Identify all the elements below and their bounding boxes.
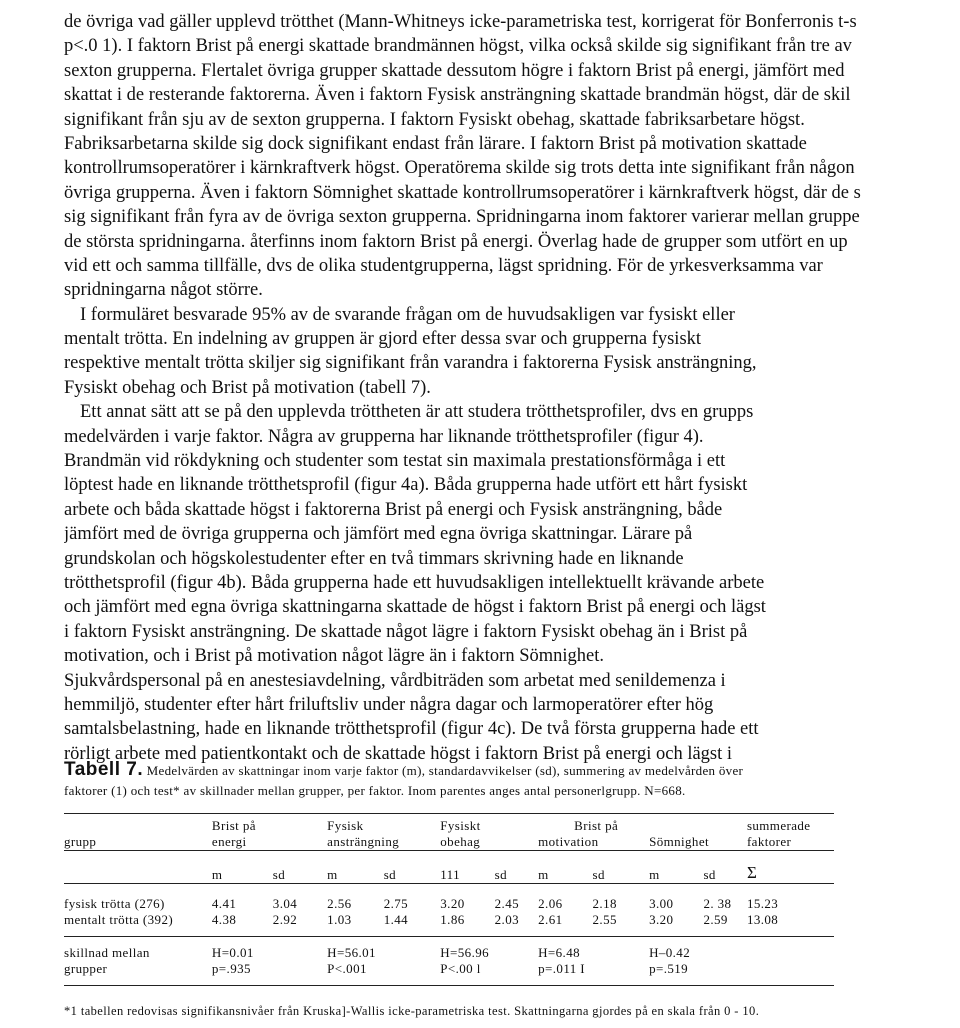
text-line: Brandmän vid rökdykning och studenter som testat sin maximala prestationsförmåga i ett — [64, 451, 726, 472]
text-line: de övriga vad gäller upplevd trötthet (Mann-Whitneys icke-parametriska test, korrigerat för Bonferronis t-s — [64, 12, 857, 32]
test-stat: H=6.48 — [538, 944, 581, 960]
subheader-cell: sd — [592, 866, 605, 882]
header-row-1 — [64, 818, 834, 834]
text-line: Fysiskt obehag och Brist på motivation (tabell 7). — [64, 377, 431, 398]
col-header: summerade — [746, 818, 811, 833]
text-line: de största spridningarna. återfinns inom faktorn Brist på energi. Överlag hade de grupper som utfört en up — [64, 231, 848, 252]
subheader-row — [64, 861, 834, 883]
col-header: Fysisk — [327, 818, 364, 833]
caption-line — [64, 760, 834, 781]
table-cell: 2.61 — [538, 911, 563, 927]
text-line: grundskolan och högskolestudenter efter en två timmars skrivning hade en liknande — [64, 548, 684, 569]
paragraph-2 — [64, 303, 960, 401]
subheader-cell: m — [538, 866, 549, 882]
table-cell: 2.75 — [383, 895, 409, 911]
caption-label: Tabell 7. — [64, 759, 144, 780]
col-header: energi — [211, 834, 247, 849]
table-cell: 3.04 — [272, 895, 298, 911]
text-line: hemmiljö, studenter efter hårt friluftsliv under några dagar och larmoperatörer efter hög — [64, 694, 714, 715]
text-line: sig signifikant från fyra av de övriga sexton grupperna. Spridningarna inom faktorer varierar mellan gruppe — [64, 207, 860, 228]
table-cell: 3.20 — [649, 911, 674, 927]
table-cell: 1.86 — [440, 911, 465, 927]
row-label: mentalt trötta (392) — [64, 911, 174, 927]
table-cell: 4.41 — [211, 895, 237, 911]
row-label: skillnad mellan — [64, 944, 150, 960]
subheader-cell: sd — [272, 866, 286, 882]
table-cell: 2.06 — [538, 895, 563, 911]
table-row — [64, 912, 834, 928]
text-line: sexton grupperna. Flertalet övriga grupper skattade dessutom högre i faktorn Brist på energi, jämfört med — [64, 60, 845, 81]
text-line: vid ett och samma tillfälle, dvs de olika studentgrupperna, lägst spridning. För de yrkesverksamma var — [64, 255, 823, 276]
table-row — [64, 896, 834, 912]
text-line: medelvärden i varje faktor. Några av grupperna har liknande trötthetsprofiler (figur 4). — [64, 426, 704, 447]
row-label: grupper — [64, 960, 108, 976]
test-stat: H=0.01 — [211, 944, 254, 960]
table-cell: 15.23 — [746, 895, 779, 911]
table-cell: 2.18 — [592, 895, 617, 911]
text-line: kontrollrumsoperatörer i kärnkraftverk högst. Operatörema skilde sig trots detta inte signifikant från någon — [64, 158, 855, 179]
subheader-cell: sd — [494, 866, 507, 882]
text-line: arbete och båda skattade högst i faktorerna Brist på energi och Fysisk ansträngning, både — [64, 499, 723, 520]
table-cell: 2.55 — [592, 911, 617, 927]
text-line: p<.0 1). I faktorn Brist på energi skattade brandmännen högst, vilka också skilde sig signifikant från tre av — [64, 36, 852, 57]
text-line: motivation, och i Brist på motivation något lägre än i faktorn Sömnighet. — [64, 646, 605, 667]
p-value: P<.001 — [327, 960, 367, 976]
text-line: skattat i de resterande faktorerna. Även i faktorn Fysisk ansträngning skattade brandmän högst, där de skil — [64, 85, 851, 106]
test-stat: H=56.01 — [327, 944, 376, 960]
table-cell: 4.38 — [211, 911, 237, 927]
test-row-h — [64, 945, 834, 961]
p-value: p=.935 — [211, 960, 251, 976]
text-line: signifikant från sju av de sexton grupperna. I faktorn Fysiskt obehag, skattade fabriksarbetare högst. — [64, 109, 805, 130]
table-cell: 3.20 — [440, 895, 465, 911]
col-header: motivation — [538, 834, 599, 849]
text-line: Ett annat sätt att se på den upplevda tröttheten är att studera trötthetsprofiler, dvs en grupps — [80, 402, 754, 423]
text-line: Fabriksarbetarna skilde sig dock signifikant endast från lärare. I faktorn Brist på motivation skattade — [64, 133, 807, 154]
caption-text: Medelvärden av skattningar inom varje faktor (m), standardavvikelser (sd), summering av medelvården över — [143, 763, 744, 778]
table-cell: 2.45 — [494, 895, 519, 911]
table-footnote: *1 tabellen redovisas signifikansnivåer från Kruska]-Wallis icke-parametriska test. Skattningarna gjordes på en skala från 0 - 10. — [64, 1004, 760, 1018]
subheader-cell: m — [327, 866, 338, 882]
text-line: jämfört med de övriga grupperna och jämfört med egna övriga skattningar. Lärare på — [64, 524, 693, 545]
p-value: p=.519 — [649, 960, 689, 976]
p-value: P<.00 l — [440, 960, 481, 976]
text-line: övriga grupperna. Även i faktorn Sömnighet skattade kontrollrumsoperatörer i kärnkraftverk högst, där de s — [64, 182, 861, 203]
table-cell: 13.08 — [746, 911, 779, 927]
text-line: mentalt trötta. En indelning av gruppen är gjord efter dessa svar och grupperna fysiskt — [64, 329, 702, 350]
subheader-cell: sd — [703, 866, 716, 882]
table-cell: 2.56 — [327, 895, 352, 911]
sigma-symbol: Σ — [746, 862, 758, 882]
header-row-2 — [64, 834, 834, 851]
table-caption — [64, 760, 834, 801]
table-cell: 2.59 — [703, 911, 728, 927]
table-cell: 1.44 — [383, 911, 409, 927]
text-line: löptest hade en liknande trötthetsprofil (figur 4a). Båda grupperna hade utfört ett hårt fysiskt — [64, 475, 748, 496]
col-header: grupp — [64, 834, 97, 849]
subheader-cell: m — [649, 866, 660, 882]
text-line: Sjukvårdspersonal på en anestesiavdelning, vårdbiträden som arbetat med senildemenza i — [64, 670, 726, 691]
data-table — [64, 813, 834, 988]
text-line: och jämfört med egna övriga skattningarna skattade de högst i faktorn Brist på energi och lägst — [64, 597, 766, 618]
caption-line: faktorer (1) och test* av skillnader mellan grupper, per faktor. Inom parentes anges antal personerlgrupp. N=668. — [64, 783, 686, 798]
col-header: Brist på — [574, 818, 619, 833]
test-stat: H=56.96 — [440, 944, 490, 960]
table-7 — [64, 760, 834, 988]
table-cell: 3.00 — [649, 895, 674, 911]
text-line: samtalsbelastning, hade en liknande trötthetsprofil (figur 4c). De två första grupperna hade ett — [64, 719, 759, 740]
test-row-p — [64, 961, 834, 977]
table-cell: 1.03 — [327, 911, 352, 927]
col-header: Fysiskt — [440, 818, 481, 833]
document-body — [64, 10, 960, 766]
subheader-cell: sd — [383, 866, 397, 882]
text-line: spridningarna något större. — [64, 280, 263, 301]
col-header: ansträngning — [327, 834, 400, 849]
row-label: fysisk trötta (276) — [64, 895, 165, 911]
text-line: i faktorn Fysiskt ansträngning. De skattade något lägre i faktorn Fysiskt obehag än i Brist på — [64, 621, 748, 642]
col-header: obehag — [440, 834, 481, 849]
table-cell: 2.92 — [272, 911, 298, 927]
subheader-cell: m — [211, 866, 223, 882]
text-line: I formuläret besvarade 95% av de svarande frågan om de huvudsakligen var fysiskt eller — [80, 304, 735, 325]
text-line: respektive mentalt trötta skiljer sig signifikant från varandra i faktorerna Fysisk ansträngning, — [64, 353, 757, 374]
paragraph-3 — [64, 400, 960, 766]
subheader-cell: 111 — [440, 866, 461, 882]
p-value: p=.011 I — [538, 960, 586, 976]
table-cell: 2. 38 — [703, 895, 732, 911]
col-header: Brist på — [211, 818, 256, 833]
text-line: trötthetsprofil (figur 4b). Båda grupperna hade ett huvudsakligen intellektuellt krävande arbete — [64, 572, 765, 593]
text-line: rörligt arbete med patientkontakt och de skattade högst i faktorn Brist på energi och lägst i — [64, 743, 733, 764]
table-cell: 2.03 — [494, 911, 519, 927]
paragraph-1 — [64, 10, 960, 303]
col-header: Sömnighet — [649, 834, 709, 849]
col-header: faktorer — [746, 834, 792, 849]
test-stat: H–0.42 — [649, 944, 691, 960]
